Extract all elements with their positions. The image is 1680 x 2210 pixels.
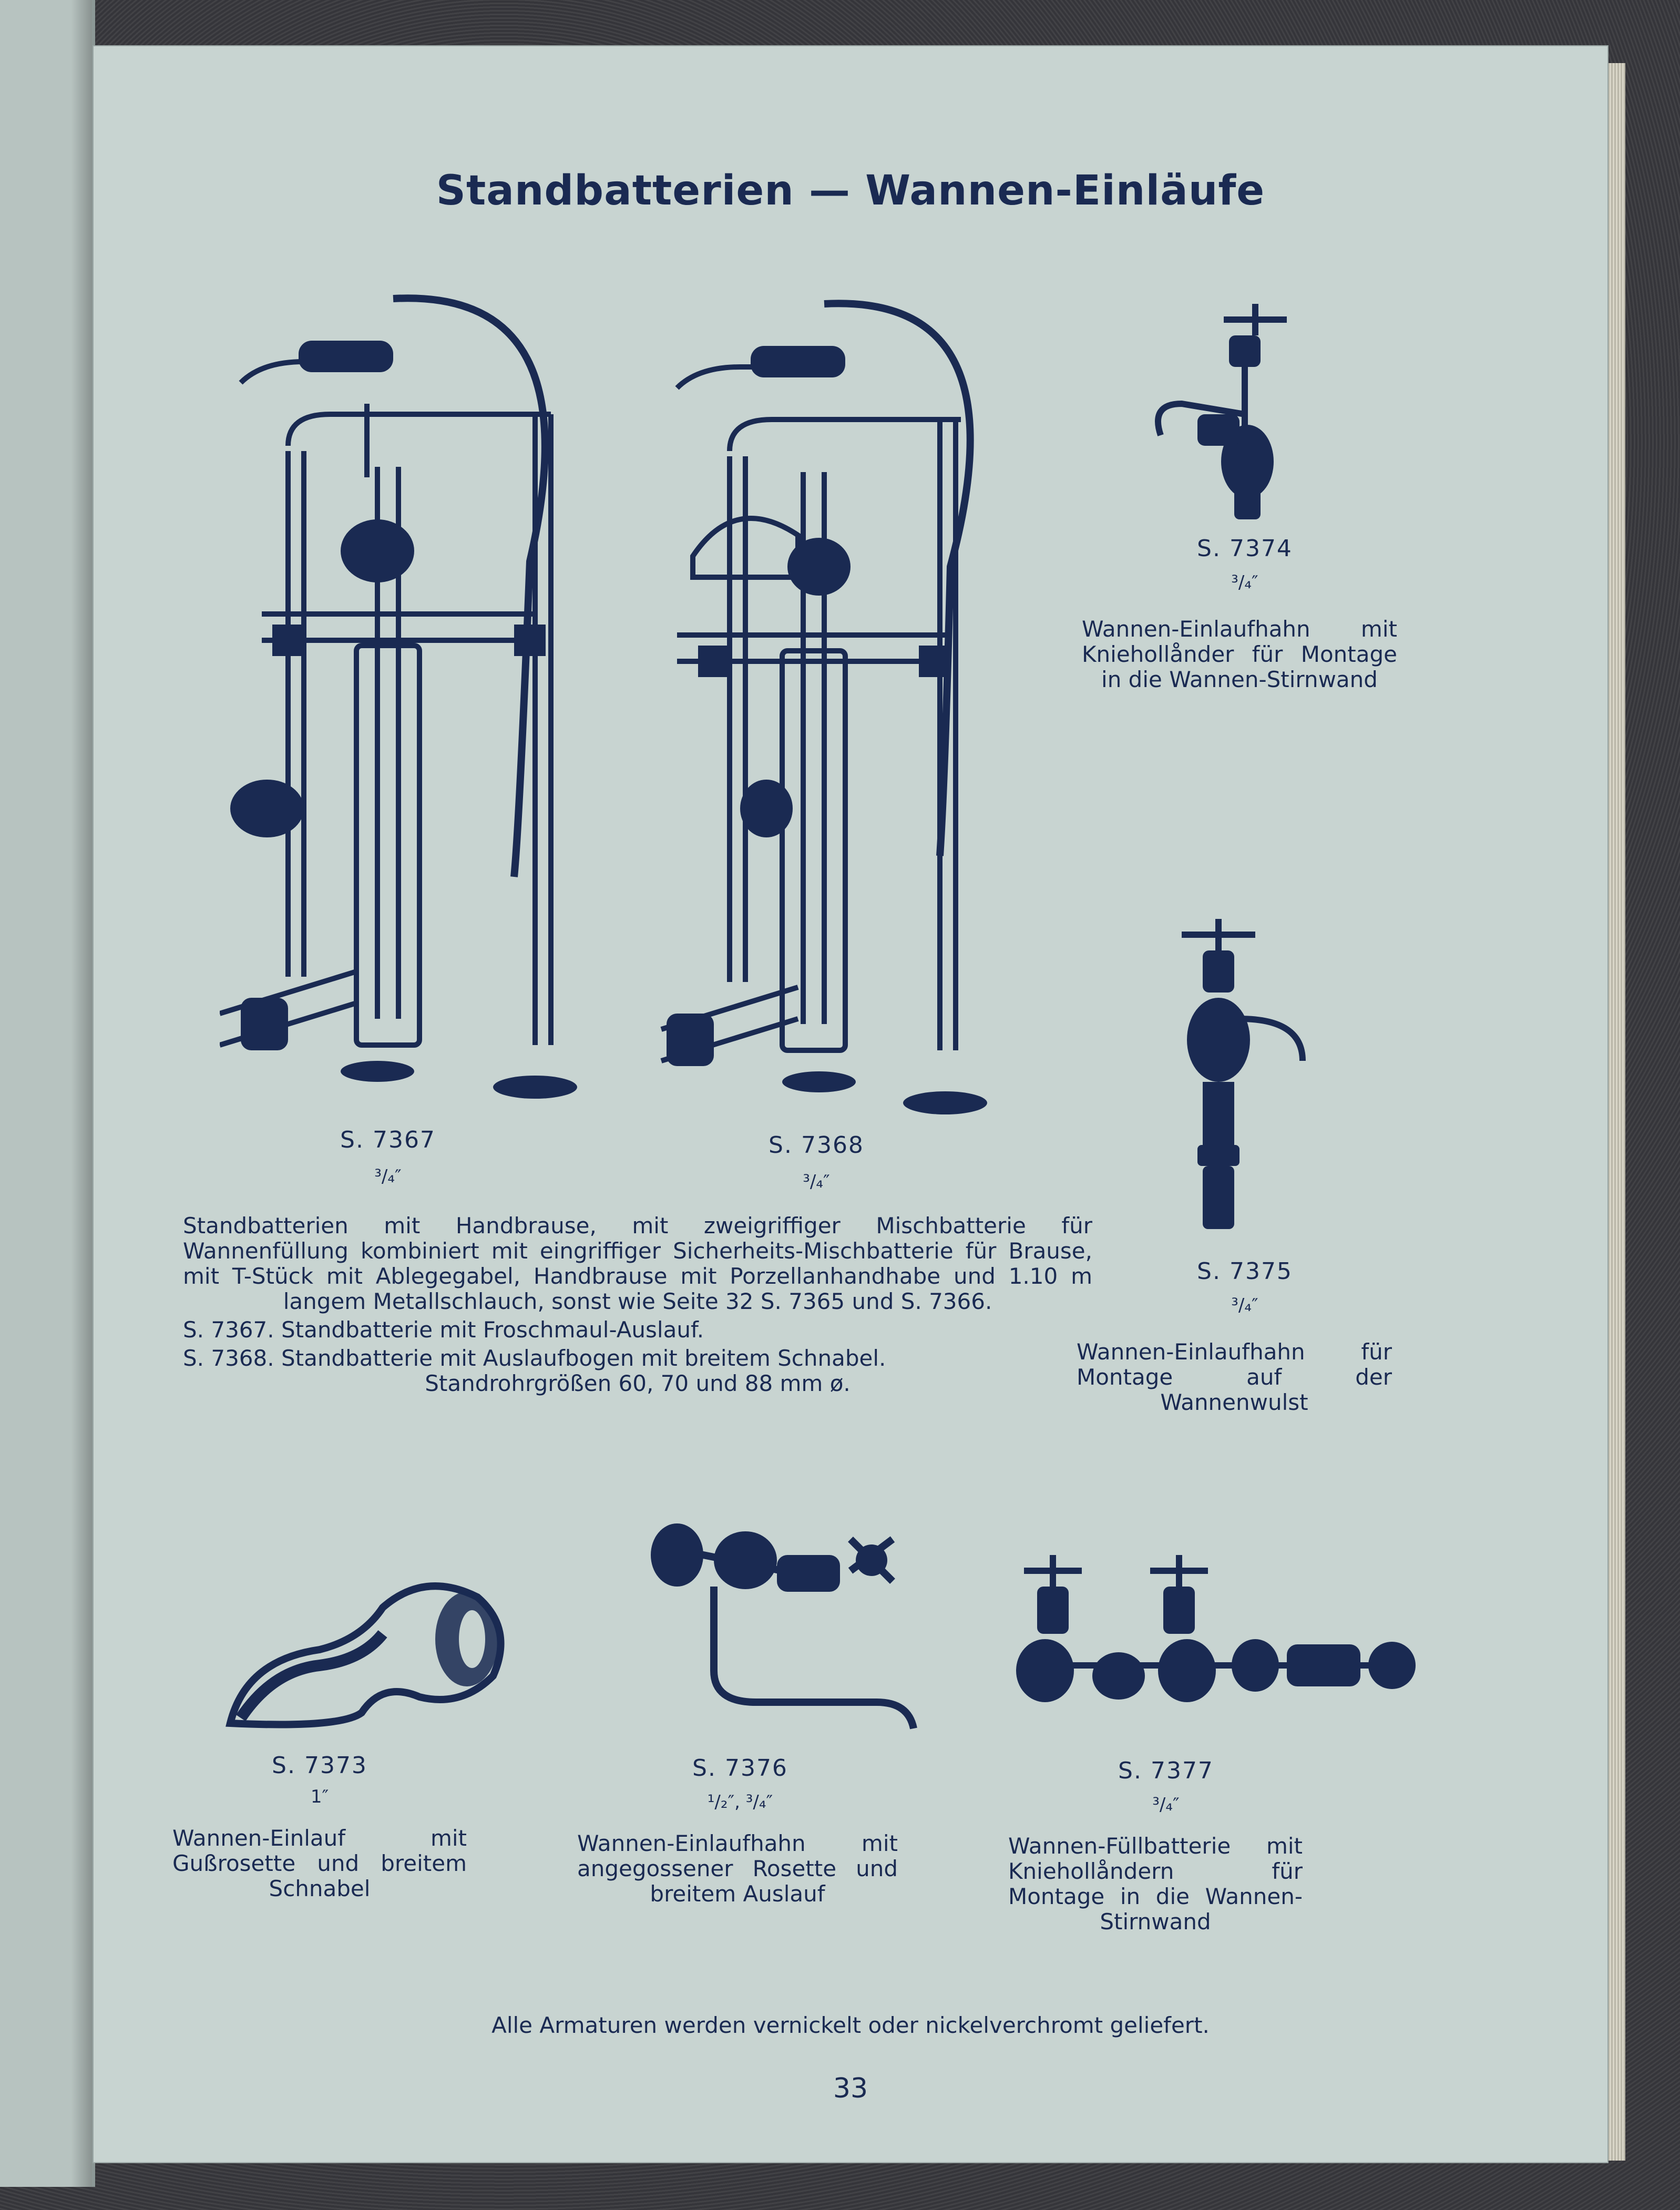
- size-7377: ³/₄″: [1152, 1794, 1180, 1815]
- size-7373: 1″: [310, 1786, 329, 1807]
- page-title: Standbatterien — Wannen-Einläufe: [436, 167, 1265, 214]
- wannen-fuellbatterie-7377-illustration: [1013, 1555, 1423, 1713]
- standrohr-sizes: Standrohrgrößen 60, 70 und 88 mm ø.: [425, 1370, 851, 1396]
- size-7367: ³/₄″: [374, 1166, 402, 1187]
- item-7368: S. 7368. Standbatterie mit Auslaufbogen mit breitem Schnabel.: [183, 1345, 886, 1371]
- model-7376: S. 7376: [692, 1755, 788, 1782]
- model-7367: S. 7367: [340, 1127, 436, 1153]
- catalog-page: [94, 46, 1607, 2162]
- desc-7374: Wannen-Einlaufhahn mit Kniehollånder für Montage in die Wannen-Stirnwand: [1082, 616, 1397, 692]
- size-7376: ¹/₂″, ³/₄″: [707, 1792, 773, 1813]
- model-7373: S. 7373: [272, 1752, 367, 1779]
- model-7368: S. 7368: [769, 1132, 864, 1159]
- item-7367: S. 7367. Standbatterie mit Froschmaul-Auslauf.: [183, 1317, 704, 1343]
- standbatterie-7368-illustration: [646, 283, 1077, 1134]
- size-7375: ³/₄″: [1231, 1295, 1258, 1316]
- size-7374: ³/₄″: [1231, 572, 1258, 593]
- left-page-edge: [0, 0, 95, 2187]
- desc-7373: Wannen-Einlauf mit Gußrosette und breitem Schnabel: [172, 1825, 467, 1901]
- main-description: Standbatterien mit Handbrause, mit zweigriffiger Mischbatterie für Wannenfüllung kombiniert mit eingriffiger Sicherheits-Mischbatterie für Brause, mit T-Stück mit Ablegegabel, Handbrause mit Porzellanhandhabe und 1.10 m langem Metallschlauch, sonst wie Seite 32 S. 7365 und S. 7366.: [183, 1213, 1092, 1314]
- desc-7376: Wannen-Einlaufhahn mit angegossener Rosette und breitem Auslauf: [577, 1830, 898, 1907]
- wannen-einlaufhahn-7376-illustration: [646, 1518, 940, 1739]
- model-7374: S. 7374: [1197, 535, 1293, 562]
- page-number: 33: [833, 2073, 868, 2104]
- desc-7375: Wannen-Einlaufhahn für Montage auf der Wannenwulst: [1077, 1339, 1392, 1415]
- standbatterie-7367-illustration: [220, 278, 651, 1129]
- wannen-einlaufhahn-7375-illustration: [1161, 914, 1329, 1240]
- size-7368: ³/₄″: [803, 1171, 830, 1192]
- wannen-einlaufhahn-7374-illustration: [1145, 299, 1334, 530]
- model-7375: S. 7375: [1197, 1258, 1293, 1285]
- wannen-einlauf-7373-illustration: [225, 1571, 540, 1734]
- desc-7377: Wannen-Füllbatterie mit Kniehollåndern für Montage in die Wannen-Stirnwand: [1008, 1833, 1303, 1935]
- footer-note: Alle Armaturen werden vernickelt oder nickelverchromt geliefert.: [491, 2012, 1210, 2038]
- standbatterien-description: [183, 1213, 1092, 1396]
- model-7377: S. 7377: [1118, 1757, 1214, 1784]
